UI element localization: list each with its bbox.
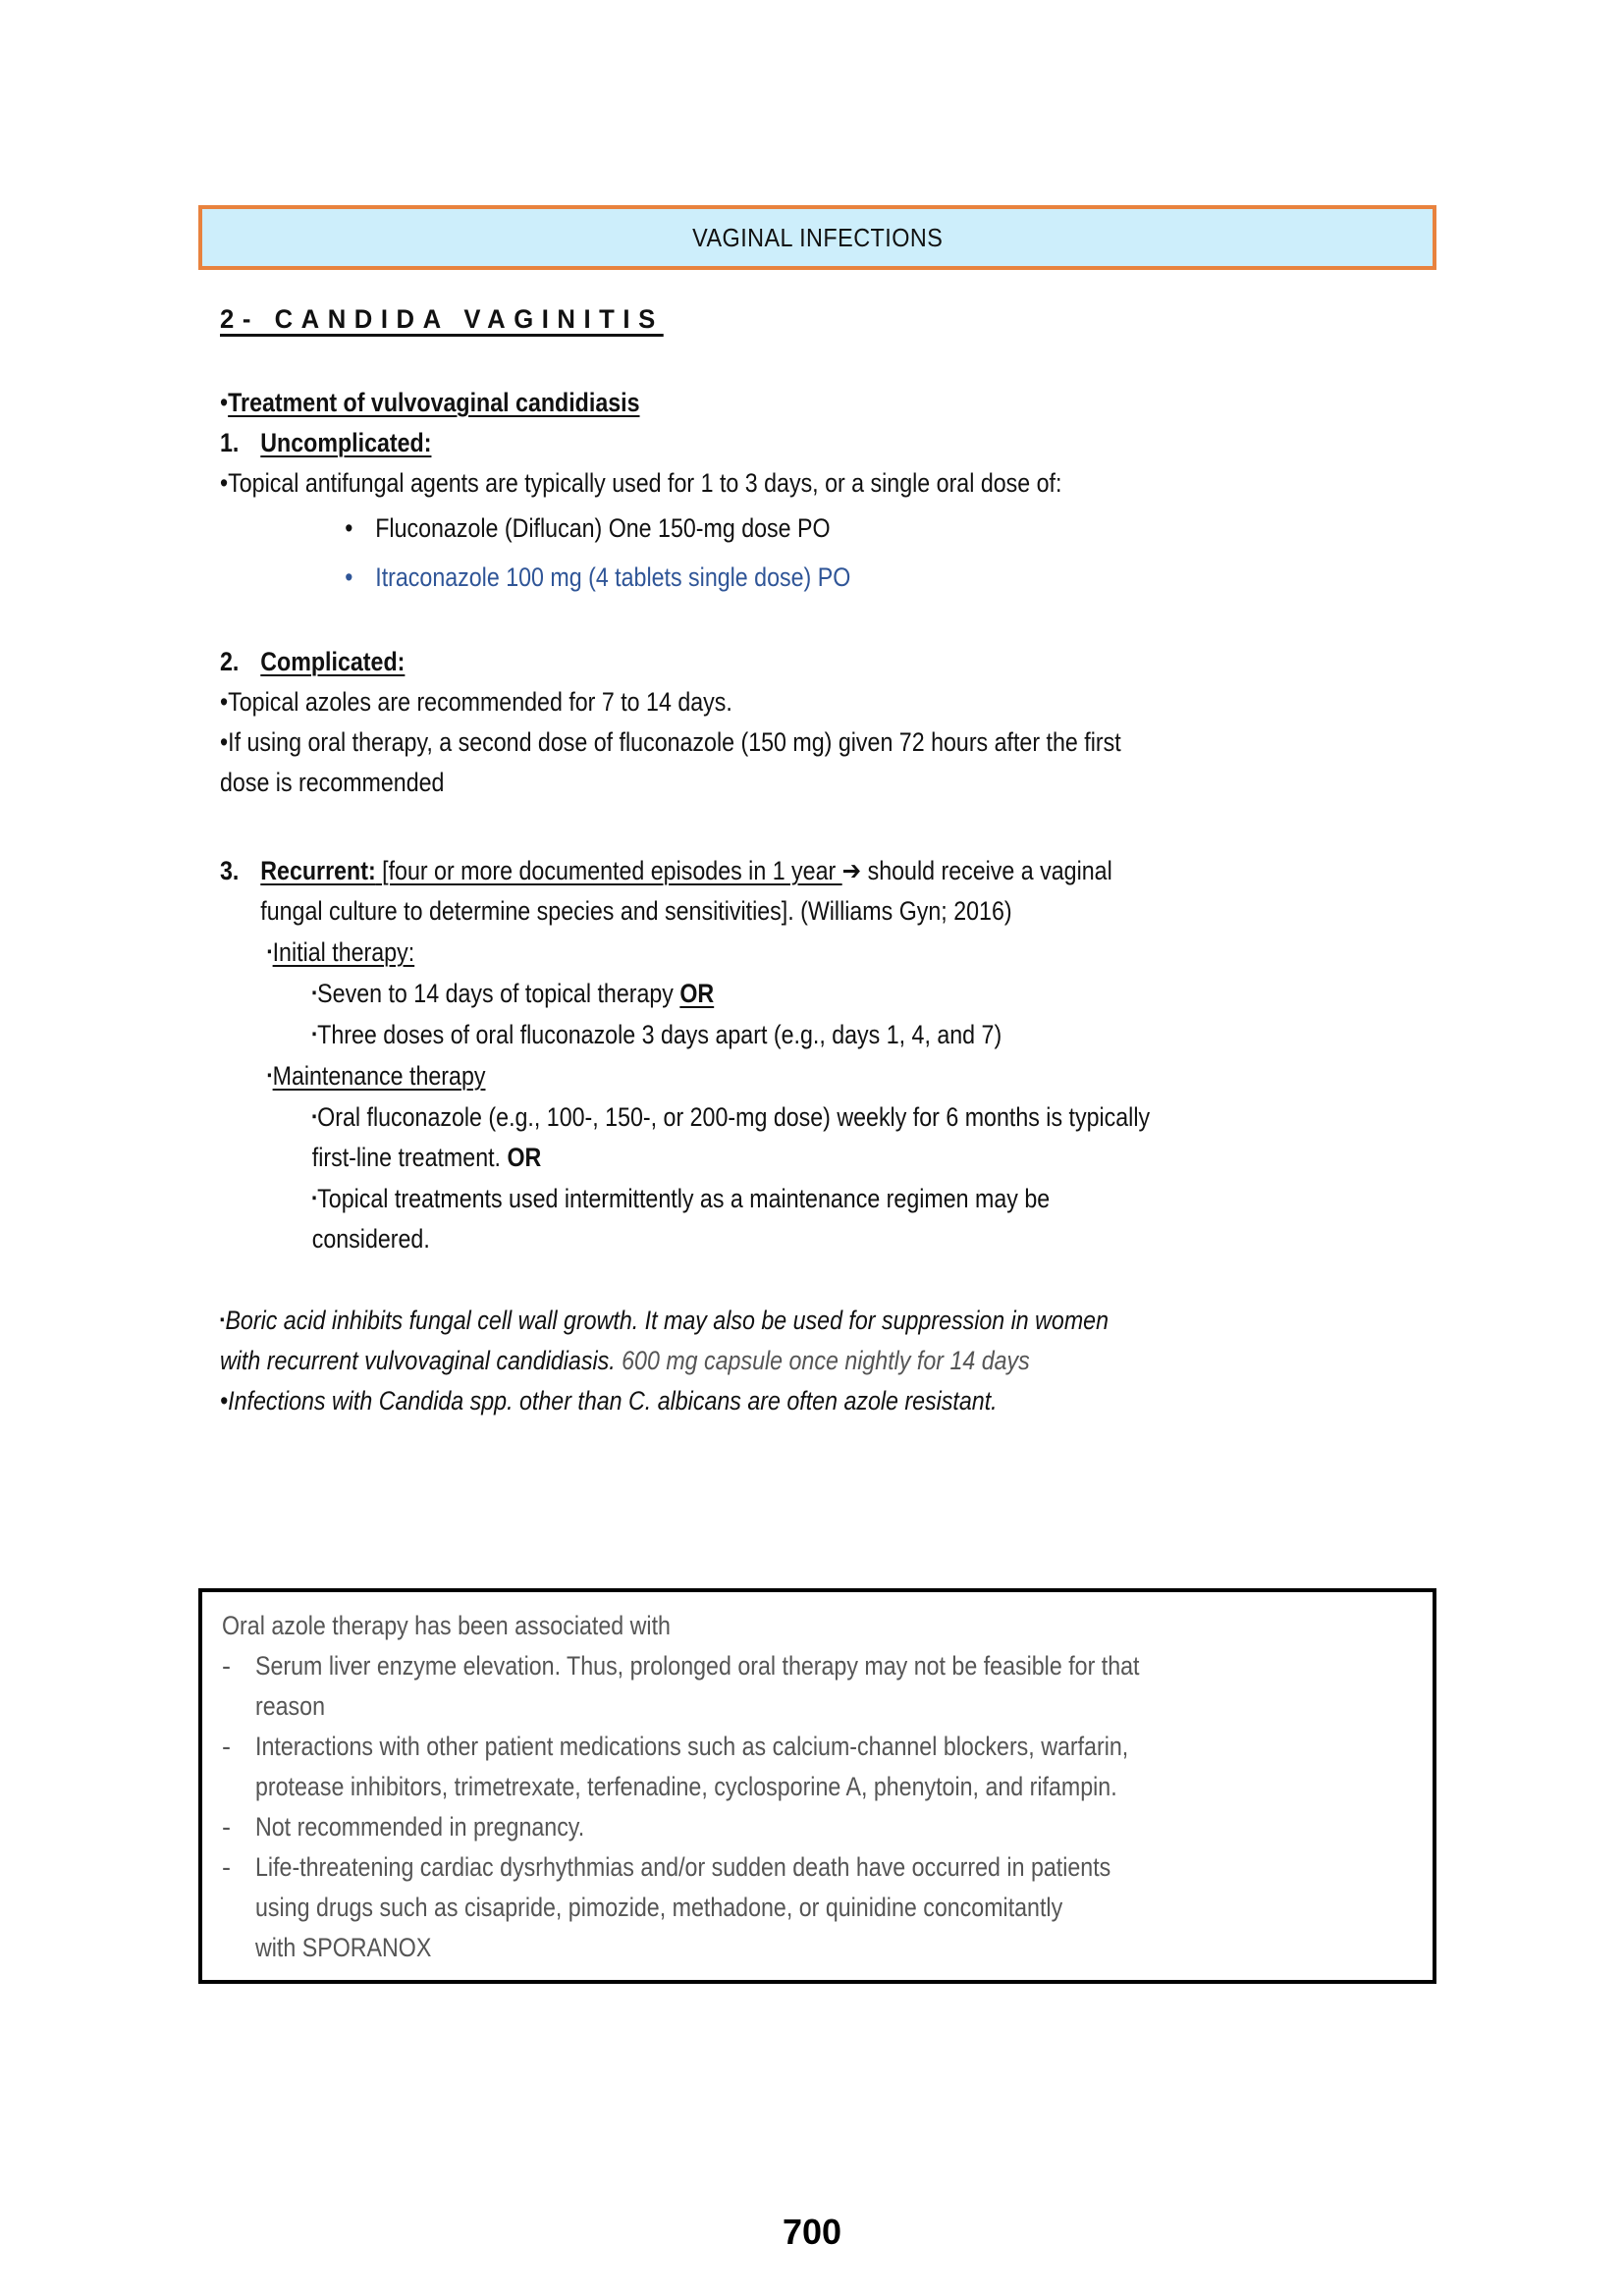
note-intro: Oral azole therapy has been associated with bbox=[222, 1611, 671, 1640]
maintenance-therapy-item-cont: considered. bbox=[311, 1224, 430, 1254]
square-bullet-icon: ▪ bbox=[220, 1311, 225, 1328]
note-item: - Serum liver enzyme elevation. Thus, prolonged oral therapy may not be feasible for that reason bbox=[222, 1646, 1413, 1727]
complicated-heading: 2. Complicated: bbox=[220, 647, 406, 676]
maintenance-therapy-heading: ▪Maintenance therapy bbox=[267, 1061, 486, 1091]
page-number: 700 bbox=[782, 2212, 842, 2252]
bullet-icon: • bbox=[345, 562, 353, 592]
recurrent-heading: 3. Recurrent: [four or more documented episodes in 1 year ➔ should receive a vaginal bbox=[220, 856, 1112, 885]
complicated-line: •If using oral therapy, a second dose of fluconazole (150 mg) given 72 hours after the first bbox=[220, 727, 1121, 757]
dash-bullet-icon: - bbox=[222, 1812, 231, 1842]
maintenance-therapy-item: ▪Oral fluconazole (e.g., 100-, 150-, or 200-mg dose) weekly for 6 months is typically bbox=[311, 1102, 1151, 1132]
square-bullet-icon: ▪ bbox=[311, 1108, 317, 1125]
note-item: - Not recommended in pregnancy. bbox=[222, 1807, 1413, 1847]
chapter-banner bbox=[198, 205, 1436, 270]
spacer bbox=[220, 1259, 1437, 1300]
treatment-title: •Treatment of vulvovaginal candidiasis bbox=[220, 388, 640, 417]
main-content bbox=[220, 383, 1437, 1421]
boric-acid-note: ▪Boric acid inhibits fungal cell wall growth. It may also be used for suppression in women bbox=[220, 1306, 1110, 1335]
maintenance-therapy-item-cont: first-line treatment. OR bbox=[311, 1143, 542, 1172]
arrow-right-icon: ➔ bbox=[841, 856, 862, 885]
complicated-line: dose is recommended bbox=[220, 768, 445, 797]
boric-acid-dose: 600 mg capsule once nightly for 14 days bbox=[622, 1346, 1030, 1375]
drug-item-itraconazole: • Itraconazole 100 mg (4 tablets single dose) PO bbox=[220, 553, 1267, 602]
dash-bullet-icon: - bbox=[222, 1651, 231, 1681]
initial-therapy-item: ▪Three doses of oral fluconazole 3 days apart (e.g., days 1, 4, and 7) bbox=[311, 1020, 1002, 1049]
chapter-title: VAGINAL INFECTIONS bbox=[691, 222, 944, 252]
bullet-icon: • bbox=[345, 513, 353, 543]
square-bullet-icon: ▪ bbox=[267, 1067, 272, 1084]
uncomplicated-heading: 1. Uncomplicated: bbox=[220, 428, 432, 457]
bullet-icon: • bbox=[220, 388, 229, 417]
initial-therapy-heading: ▪Initial therapy: bbox=[267, 937, 415, 967]
dash-bullet-icon: - bbox=[222, 1852, 231, 1882]
non-albicans-note: •Infections with Candida spp. other than C. albicans are often azole resistant. bbox=[220, 1386, 998, 1415]
square-bullet-icon: ▪ bbox=[311, 985, 317, 1001]
square-bullet-icon: ▪ bbox=[311, 1190, 317, 1206]
recurrent-continuation: fungal culture to determine species and sensitivities]. (Williams Gyn; 2016) bbox=[260, 896, 1012, 926]
maintenance-therapy-item: ▪Topical treatments used intermittently as a maintenance regimen may be bbox=[311, 1184, 1051, 1213]
uncomplicated-text: •Topical antifungal agents are typically used for 1 to 3 days, or a single oral dose of: bbox=[220, 468, 1062, 498]
spacer bbox=[220, 843, 1437, 851]
complicated-line: •Topical azoles are recommended for 7 to 14 days. bbox=[220, 687, 732, 717]
initial-therapy-item: ▪Seven to 14 days of topical therapy OR bbox=[311, 979, 715, 1008]
square-bullet-icon: ▪ bbox=[267, 943, 272, 960]
azole-warning-box bbox=[198, 1588, 1436, 1984]
drug-item-fluconazole: • Fluconazole (Diflucan) One 150-mg dose PO bbox=[220, 504, 1267, 553]
section-heading: 2- CANDIDA VAGINITIS bbox=[220, 304, 664, 334]
square-bullet-icon: ▪ bbox=[311, 1026, 317, 1042]
spacer bbox=[220, 803, 1437, 843]
spacer bbox=[220, 602, 1437, 642]
note-item: - Interactions with other patient medications such as calcium-channel blockers, warfarin, protease inhibitors, trimetrexate, terfenadine, cyclosporine A, phenytoin, and rifampin. bbox=[222, 1727, 1413, 1807]
boric-acid-note-cont: with recurrent vulvovaginal candidiasis. 600 mg capsule once nightly for 14 days bbox=[220, 1346, 1030, 1375]
dash-bullet-icon: - bbox=[222, 1732, 231, 1761]
note-item: - Life-threatening cardiac dysrhythmias and/or sudden death have occurred in patients using drugs such as cisapride, pimozide, methadone, or quinidine concomitantly with SPORANOX bbox=[222, 1847, 1413, 1968]
